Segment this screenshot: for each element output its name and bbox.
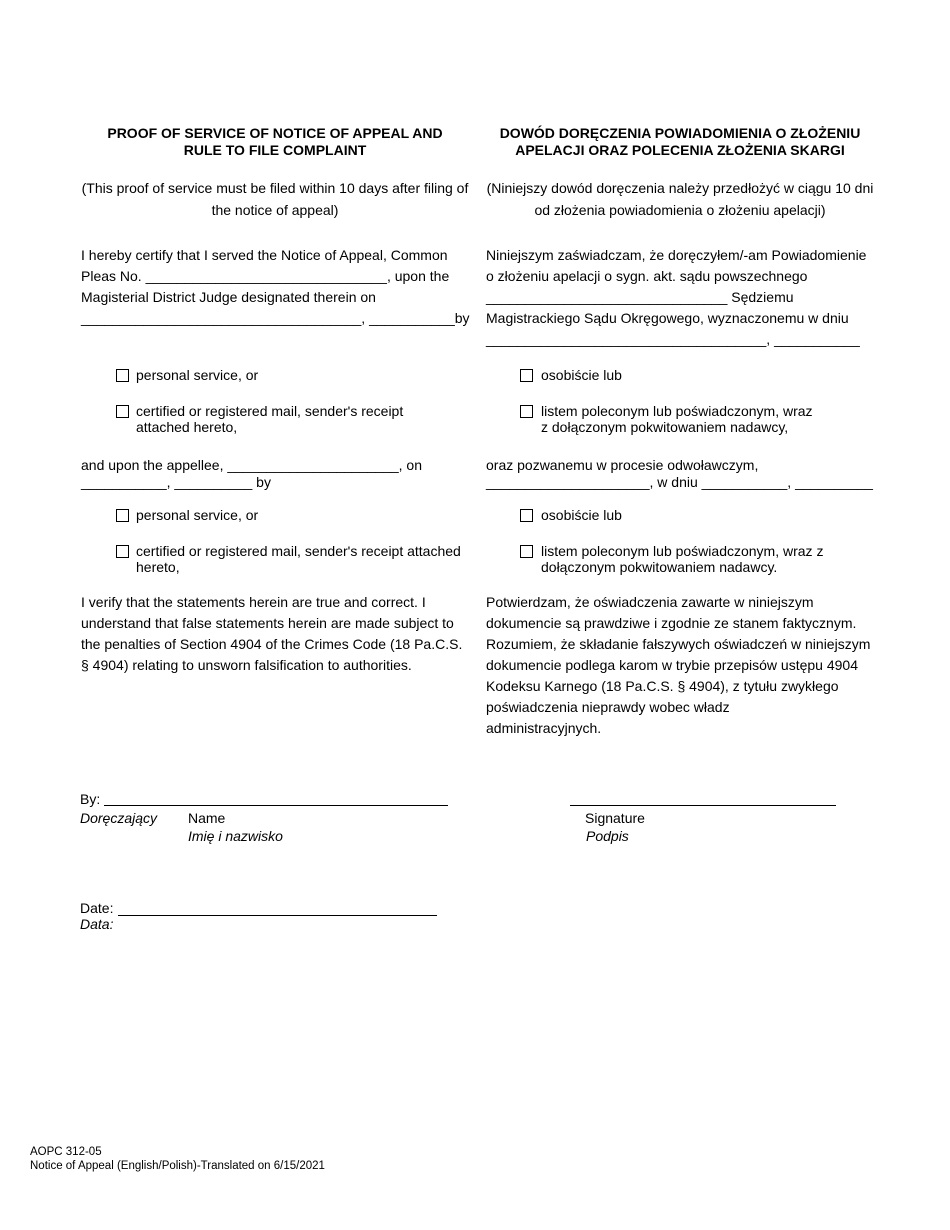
list-polecony-checkbox[interactable] (520, 405, 533, 418)
name-label: Name (188, 810, 226, 826)
polish-appellee-service: oraz pozwanemu w procesie odwoławczym, _____________________, w dniu ___________, __________ (486, 457, 873, 490)
pozwany-list-polecony-label: listem poleconym lub poświadczonym, wraz z dołączonym pokwitowaniem nadawcy. (541, 543, 824, 575)
polish-filing-note: (Niniejszy dowód doręczenia należy przedłożyć w ciągu 10 dni od złożenia powiadomienia o złożeniu apelacji) (486, 180, 874, 218)
english-title: PROOF OF SERVICE OF NOTICE OF APPEAL AND RULE TO FILE COMPLAINT (107, 125, 443, 158)
list-polecony-label: listem poleconym lub poświadczonym, wraz z dołączonym pokwitowaniem nadawcy, (541, 403, 813, 435)
form-description: Notice of Appeal (English/Polish)-Translated on 6/15/2021 (30, 1160, 325, 1172)
signature-label: Signature (585, 810, 645, 826)
date-label: Date: (80, 900, 114, 916)
name-label-polish: Imię i nazwisko (188, 828, 283, 844)
appellee-certified-mail-label: certified or registered mail, sender's receipt attached hereto, (136, 543, 461, 575)
date-line[interactable] (118, 915, 437, 916)
polish-certification: Niniejszym zaświadczam, że doręczyłem/-am Powiadomienie o złożeniu apelacji o sygn. akt. sądu powszechnego _______________________________ Sędziemu Magistrackiego Sądu Okręgowego, wyznaczonemu w dniu ____________________________________, ___________ (486, 247, 867, 347)
pozwany-osobiscie-label: osobiście lub (541, 507, 622, 523)
personal-service-label: personal service, or (136, 367, 259, 383)
polish-verification: Potwierdzam, że oświadczenia zawarte w niniejszym dokumencie są prawdziwe i zgodnie ze stanem faktycznym. Rozumiem, że składanie fałszywych oświadczeń w niniejszym dokumencie podlega karom w trybie przepisów ustępu 4904 Kodeksu Karnego (18 Pa.C.S. § 4904), z tytułu zwykłego poświadczenia nieprawdy wobec władz administracyjnych. (486, 594, 871, 736)
pozwany-osobiscie-checkbox[interactable] (520, 509, 533, 522)
certified-mail-checkbox[interactable] (116, 405, 129, 418)
date-label-polish: Data: (80, 916, 114, 932)
personal-service-checkbox[interactable] (116, 369, 129, 382)
appellee-certified-mail-checkbox[interactable] (116, 545, 129, 558)
english-certification: I hereby certify that I served the Notice of Appeal, Common Pleas No. _______________________________, upon the Magisterial District Judge designated therein on ____________________________________, ___________by (81, 247, 470, 326)
certified-mail-label: certified or registered mail, sender's receipt attached hereto, (136, 403, 404, 435)
english-verification: I verify that the statements herein are true and correct. I understand that false statements herein are made subject to the penalties of Section 4904 of the Crimes Code (18 Pa.C.S. § 4904) relating to unsworn falsification to authorities. (81, 594, 463, 673)
appellee-personal-service-checkbox[interactable] (116, 509, 129, 522)
signature-label-polish: Podpis (586, 828, 629, 844)
english-appellee-service: and upon the appellee, ______________________, on ___________, __________ by (81, 457, 422, 490)
english-filing-note: (This proof of service must be filed within 10 days after filing of the notice of appeal) (81, 180, 469, 218)
osobiscie-checkbox[interactable] (520, 369, 533, 382)
form-number: AOPC 312-05 (30, 1146, 102, 1158)
osobiscie-label: osobiście lub (541, 367, 622, 383)
by-label: By: (80, 791, 101, 807)
polish-title: DOWÓD DORĘCZENIA POWIADOMIENIA O ZŁOŻENIU APELACJI ORAZ POLECENIA ZŁOŻENIA SKARGI (499, 125, 861, 158)
name-line[interactable] (104, 805, 448, 806)
pozwany-list-polecony-checkbox[interactable] (520, 545, 533, 558)
server-label: Doręczający (80, 810, 158, 826)
signature-line[interactable] (570, 805, 836, 806)
appellee-personal-service-label: personal service, or (136, 507, 259, 523)
